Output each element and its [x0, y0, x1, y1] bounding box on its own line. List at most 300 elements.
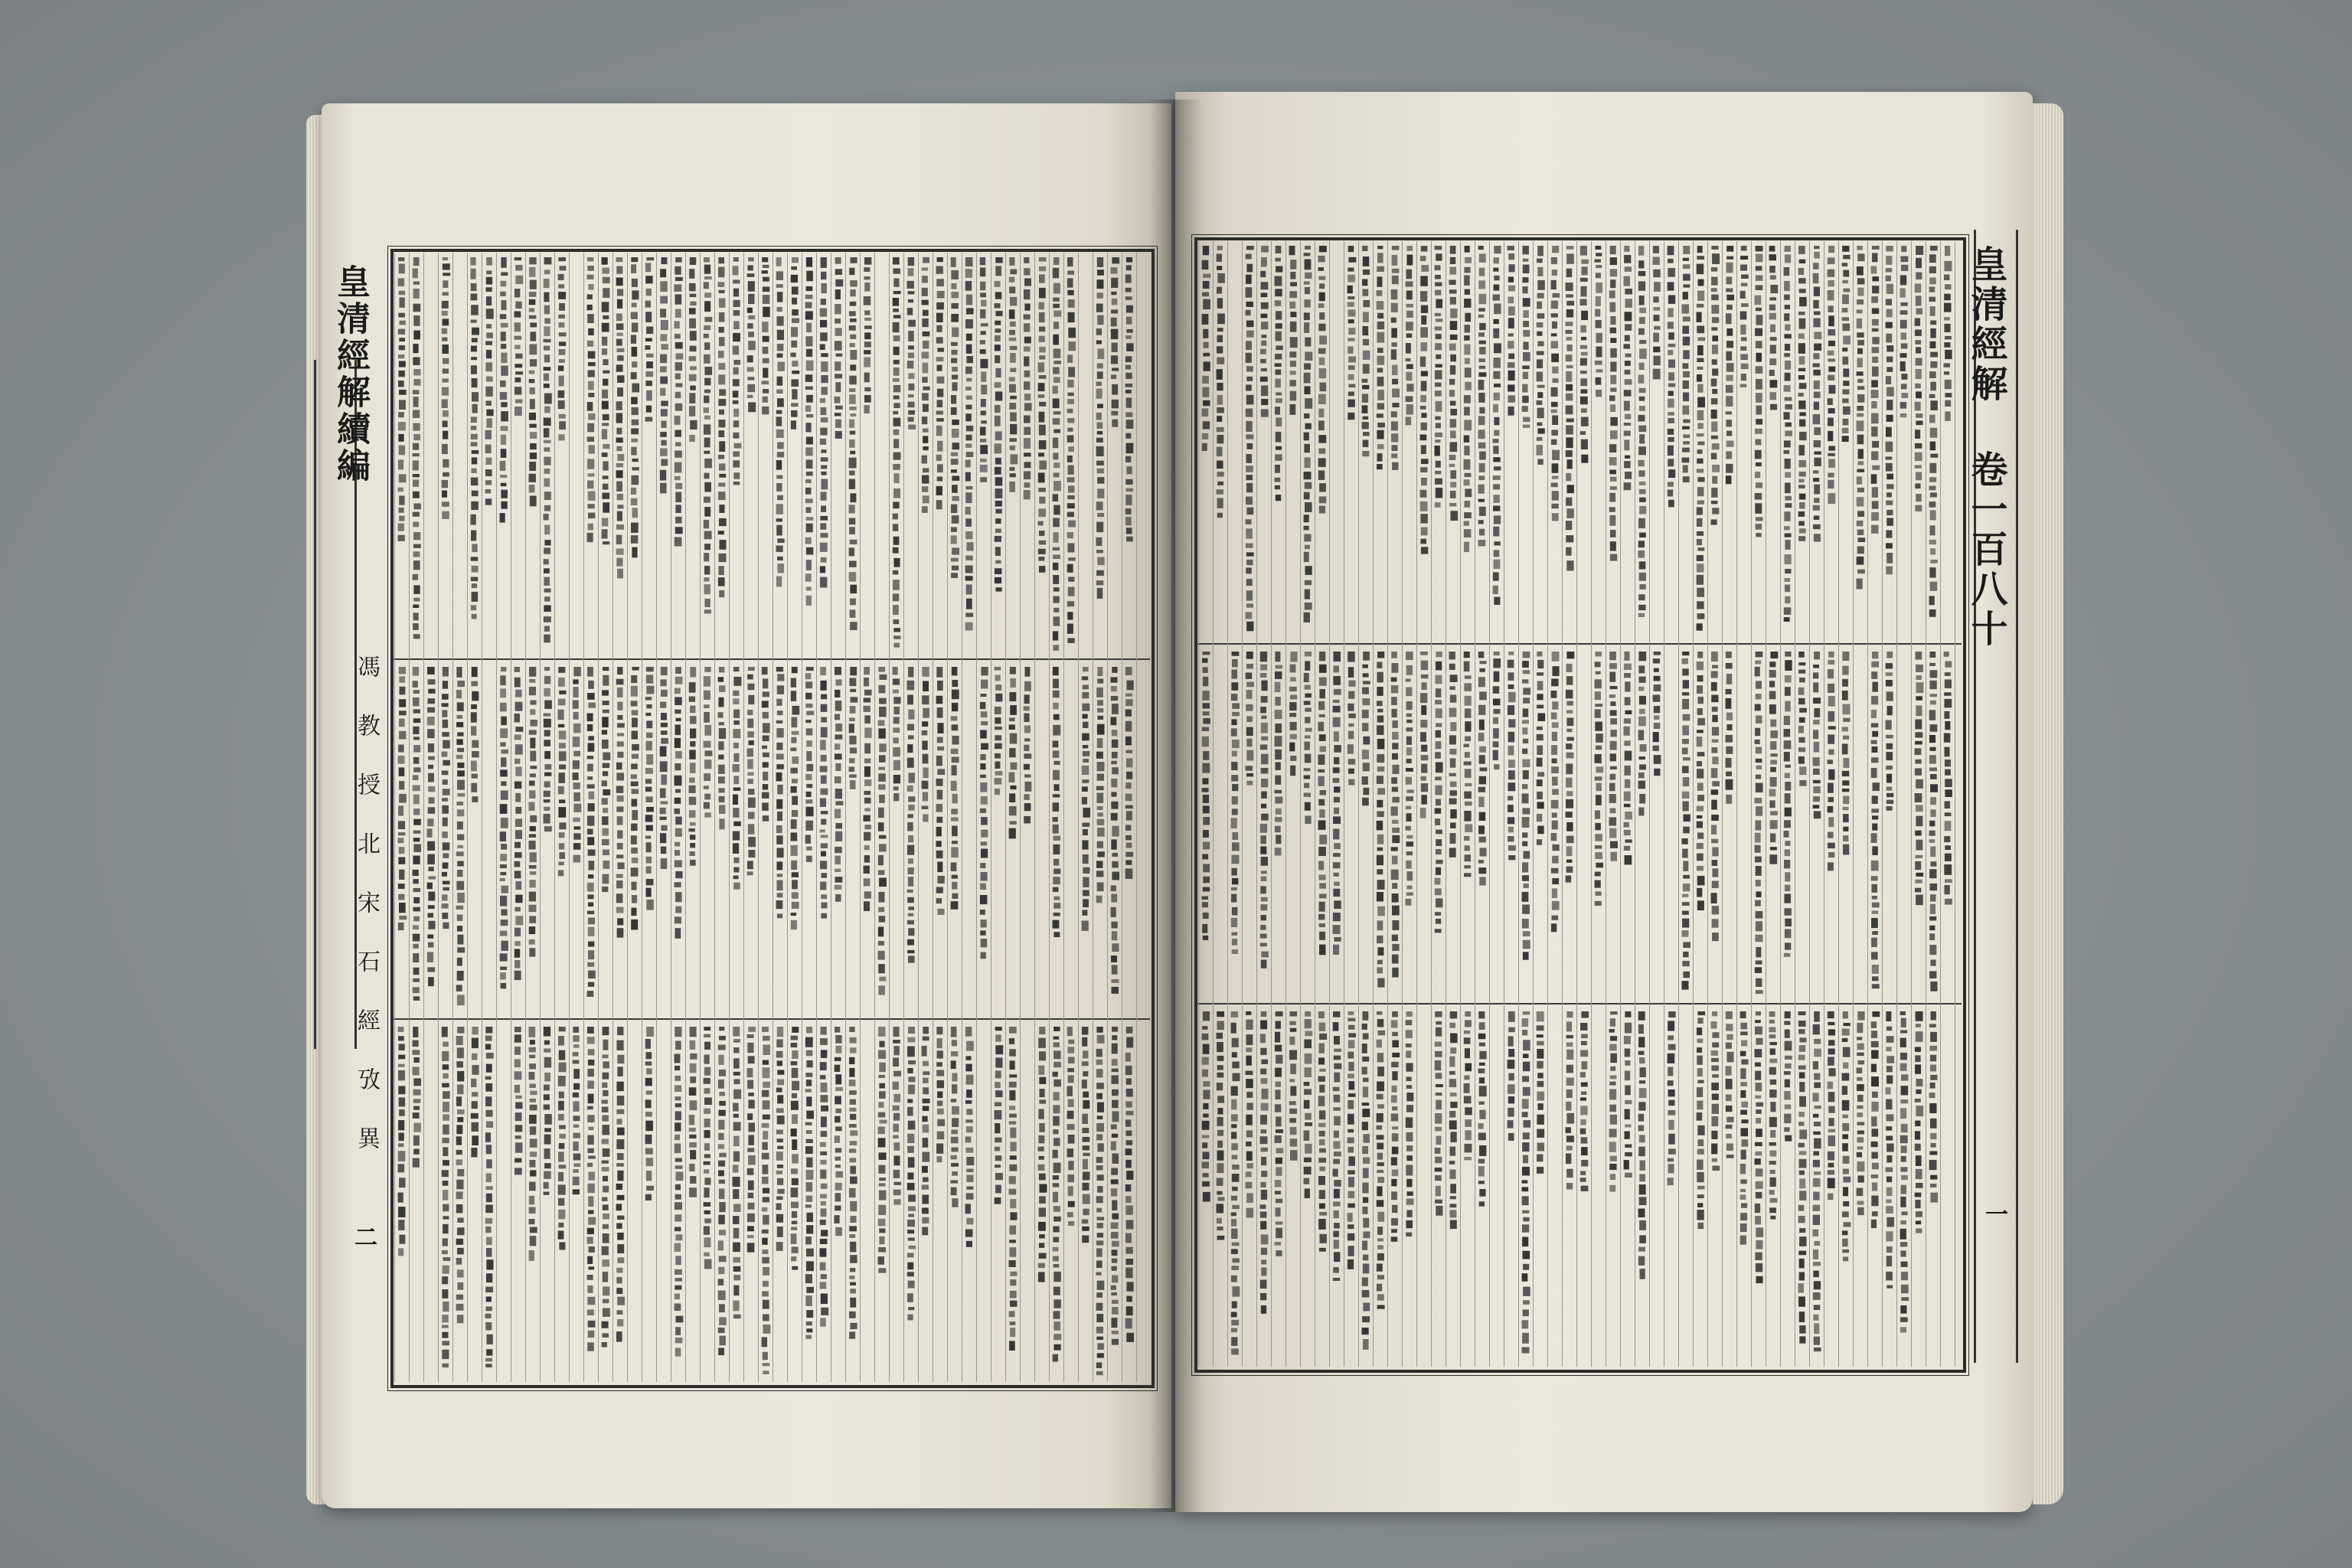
text-glyph — [704, 325, 710, 330]
text-glyph — [1260, 904, 1267, 910]
text-glyph — [995, 355, 1000, 363]
text-glyph — [399, 474, 407, 482]
text-glyph — [718, 399, 726, 406]
text-glyph — [661, 690, 668, 697]
text-glyph — [1112, 767, 1119, 774]
text-glyph — [1097, 762, 1105, 771]
text-glyph — [559, 1063, 567, 1073]
text-glyph — [544, 457, 550, 466]
text-glyph — [1290, 652, 1297, 662]
text-glyph — [1068, 312, 1075, 322]
text-glyph — [995, 467, 1001, 475]
text-glyph — [776, 764, 784, 769]
text-glyph — [1348, 691, 1354, 699]
text-glyph — [893, 547, 899, 554]
text-glyph — [762, 701, 769, 707]
text-glyph — [908, 291, 915, 294]
text-glyph — [617, 688, 623, 697]
text-glyph — [850, 343, 855, 347]
text-glyph — [1038, 394, 1045, 398]
text-glyph — [923, 495, 929, 503]
text-glyph — [645, 301, 651, 308]
text-glyph — [1232, 832, 1238, 840]
text-glyph — [486, 332, 493, 338]
text-glyph — [1217, 460, 1223, 469]
text-glyph — [1624, 344, 1631, 348]
text-glyph — [1318, 394, 1326, 404]
text-glyph — [1082, 766, 1089, 775]
text-glyph — [1305, 545, 1310, 550]
text-glyph — [1083, 1092, 1089, 1098]
text-glyph — [645, 263, 651, 272]
text-glyph — [1246, 409, 1253, 417]
text-glyph — [1246, 519, 1252, 524]
text-glyph — [995, 684, 1001, 691]
text-glyph — [835, 1183, 842, 1191]
text-glyph — [442, 894, 447, 900]
text-glyph — [776, 546, 783, 552]
text-glyph — [835, 743, 840, 750]
text-glyph — [1872, 308, 1879, 313]
text-glyph — [457, 995, 465, 1005]
text-glyph — [907, 939, 914, 946]
text-glyph — [763, 753, 769, 757]
text-glyph — [1319, 875, 1326, 880]
text-glyph — [645, 381, 652, 386]
text-glyph — [763, 347, 769, 354]
text-glyph — [1784, 617, 1790, 622]
text-glyph — [791, 1036, 798, 1040]
text-glyph — [1363, 737, 1370, 745]
text-glyph — [471, 1148, 477, 1157]
text-glyph — [792, 706, 799, 715]
text-glyph — [413, 282, 420, 285]
text-glyph — [1067, 1068, 1074, 1072]
text-glyph — [1436, 688, 1442, 697]
text-glyph — [923, 814, 928, 822]
text-glyph — [443, 358, 449, 364]
text-glyph — [995, 1110, 1002, 1119]
text-glyph — [1038, 508, 1046, 517]
text-glyph — [733, 764, 740, 772]
text-glyph — [558, 699, 566, 706]
text-glyph — [792, 298, 797, 305]
text-glyph — [1915, 318, 1920, 325]
text-glyph — [1683, 441, 1690, 444]
text-glyph — [645, 697, 652, 700]
text-glyph — [660, 449, 668, 456]
text-glyph — [1697, 555, 1704, 561]
text-glyph — [1566, 535, 1573, 542]
text-glyph — [1449, 289, 1457, 293]
text-glyph — [1377, 978, 1384, 988]
text-glyph — [733, 1079, 740, 1084]
text-glyph — [835, 374, 842, 378]
text-glyph — [1391, 870, 1399, 880]
text-glyph — [1929, 286, 1936, 292]
text-glyph — [603, 1040, 608, 1050]
text-glyph — [748, 1193, 754, 1198]
text-glyph — [398, 313, 405, 318]
text-glyph — [1111, 792, 1116, 796]
text-glyph — [1261, 915, 1266, 920]
text-glyph — [1111, 885, 1116, 891]
text-glyph — [646, 354, 654, 358]
text-glyph — [1580, 325, 1586, 333]
text-glyph — [805, 835, 811, 844]
text-glyph — [777, 710, 783, 715]
text-glyph — [413, 987, 420, 993]
text-glyph — [1217, 472, 1224, 476]
text-glyph — [1217, 298, 1223, 309]
text-glyph — [995, 281, 1001, 287]
text-glyph — [1039, 1077, 1046, 1084]
text-glyph — [965, 435, 972, 441]
text-glyph — [1769, 392, 1776, 400]
text-glyph — [850, 667, 857, 675]
text-glyph — [645, 417, 653, 422]
text-glyph — [908, 353, 914, 358]
text-glyph — [646, 1158, 653, 1166]
text-glyph — [1886, 256, 1892, 265]
text-glyph — [1842, 263, 1848, 266]
text-glyph — [1566, 365, 1573, 368]
text-glyph — [1682, 363, 1688, 368]
text-glyph — [472, 491, 479, 497]
text-glyph — [1436, 488, 1442, 498]
text-glyph — [733, 1189, 739, 1199]
text-glyph — [1318, 449, 1325, 454]
text-glyph — [530, 359, 537, 367]
text-glyph — [980, 477, 987, 482]
text-glyph — [864, 283, 870, 292]
text-glyph — [1203, 864, 1210, 872]
text-glyph — [472, 1092, 478, 1096]
text-glyph — [646, 733, 652, 738]
text-glyph — [835, 328, 842, 335]
text-glyph — [501, 272, 508, 276]
text-glyph — [1305, 717, 1310, 723]
text-glyph — [645, 787, 652, 792]
text-glyph — [1523, 372, 1528, 379]
text-glyph — [1406, 665, 1413, 675]
text-glyph — [908, 877, 913, 887]
text-glyph — [1203, 830, 1209, 838]
text-glyph — [776, 1088, 782, 1093]
text-glyph — [1082, 910, 1087, 915]
text-glyph — [529, 892, 536, 902]
text-glyph — [1319, 368, 1327, 378]
text-glyph — [398, 1086, 405, 1094]
text-glyph — [1639, 506, 1646, 514]
text-glyph — [1333, 853, 1341, 857]
text-glyph — [660, 334, 667, 341]
text-glyph — [937, 737, 943, 743]
text-glyph — [587, 756, 593, 759]
text-glyph — [1537, 400, 1543, 405]
text-glyph — [1668, 295, 1675, 303]
text-glyph — [442, 1083, 449, 1088]
text-glyph — [689, 356, 696, 361]
text-glyph — [1232, 659, 1238, 667]
text-glyph — [1784, 607, 1792, 615]
text-glyph — [1450, 321, 1458, 330]
text-glyph — [1785, 554, 1792, 564]
text-glyph — [617, 505, 623, 508]
text-glyph — [763, 1281, 769, 1287]
text-glyph — [1112, 1250, 1118, 1256]
text-glyph — [1609, 457, 1617, 466]
text-glyph — [472, 404, 477, 413]
text-glyph — [747, 772, 753, 776]
text-glyph — [1886, 334, 1892, 343]
text-glyph — [835, 763, 841, 771]
text-glyph — [879, 755, 886, 762]
text-glyph — [719, 312, 725, 322]
text-glyph — [1275, 354, 1282, 359]
text-glyph — [544, 428, 550, 437]
text-glyph — [457, 914, 463, 920]
text-glyph — [1915, 430, 1920, 439]
text-glyph — [733, 472, 740, 479]
text-glyph — [472, 1027, 478, 1034]
text-glyph — [1566, 418, 1574, 422]
text-glyph — [443, 1190, 448, 1200]
text-glyph — [893, 775, 900, 783]
text-glyph — [617, 1027, 623, 1035]
text-glyph — [733, 400, 739, 404]
text-glyph — [1112, 667, 1117, 673]
text-glyph — [413, 888, 420, 892]
text-glyph — [1009, 257, 1014, 266]
text-glyph — [1289, 291, 1297, 298]
text-glyph — [777, 452, 784, 457]
text-glyph — [1479, 268, 1485, 276]
text-glyph — [413, 634, 420, 639]
text-glyph — [1421, 764, 1427, 773]
text-glyph — [1097, 488, 1104, 498]
text-glyph — [821, 811, 828, 814]
text-glyph — [835, 289, 841, 299]
text-glyph — [1508, 395, 1515, 402]
text-glyph — [1711, 267, 1717, 272]
text-glyph — [1857, 511, 1864, 517]
text-glyph — [587, 459, 594, 469]
text-glyph — [908, 773, 914, 782]
text-glyph — [645, 1099, 652, 1108]
text-glyph — [1112, 1259, 1118, 1263]
text-glyph — [690, 1176, 696, 1184]
text-glyph — [646, 720, 652, 728]
text-glyph — [1054, 859, 1059, 866]
text-glyph — [1450, 511, 1458, 521]
text-glyph — [849, 717, 855, 721]
text-glyph — [645, 1121, 653, 1132]
text-glyph — [1406, 737, 1412, 745]
text-glyph — [485, 430, 492, 439]
text-glyph — [1096, 861, 1102, 867]
text-glyph — [660, 788, 666, 798]
text-glyph — [704, 1210, 710, 1214]
text-glyph — [1465, 368, 1472, 377]
text-glyph — [1624, 461, 1631, 468]
text-glyph — [1435, 700, 1442, 704]
text-glyph — [616, 1223, 622, 1229]
text-glyph — [1334, 731, 1339, 741]
text-glyph — [820, 861, 827, 869]
text-glyph — [893, 501, 900, 508]
text-glyph — [1010, 1321, 1016, 1325]
text-glyph — [1683, 246, 1690, 254]
text-glyph — [1038, 488, 1046, 492]
text-glyph — [763, 1044, 770, 1054]
text-glyph — [1436, 354, 1441, 359]
text-glyph — [1857, 579, 1863, 590]
text-glyph — [849, 1108, 856, 1112]
text-glyph — [806, 1287, 814, 1293]
text-glyph — [1246, 275, 1252, 284]
text-glyph — [413, 453, 420, 456]
text-glyph — [1260, 943, 1267, 947]
text-glyph — [1828, 305, 1833, 312]
text-glyph — [805, 573, 812, 582]
text-glyph — [398, 1193, 403, 1203]
text-glyph — [1537, 267, 1543, 276]
text-glyph — [1260, 744, 1267, 750]
text-glyph — [616, 679, 624, 685]
text-glyph — [1464, 407, 1470, 415]
text-glyph — [850, 280, 858, 286]
text-glyph — [1929, 540, 1936, 544]
text-glyph — [1304, 413, 1309, 419]
text-glyph — [1260, 349, 1266, 354]
text-glyph — [1038, 1038, 1046, 1048]
text-glyph — [1039, 402, 1046, 407]
text-glyph — [1682, 304, 1690, 313]
text-glyph — [704, 390, 710, 394]
text-glyph — [1421, 265, 1429, 272]
text-glyph — [937, 723, 943, 733]
text-glyph — [1082, 921, 1089, 931]
text-glyph — [820, 543, 828, 552]
text-glyph — [965, 1148, 973, 1153]
text-glyph — [1478, 485, 1485, 494]
text-glyph — [937, 365, 942, 371]
text-glyph — [733, 720, 740, 725]
text-glyph — [1232, 712, 1240, 716]
text-glyph — [1842, 324, 1850, 332]
text-glyph — [1053, 1237, 1059, 1243]
text-glyph — [1261, 314, 1268, 318]
text-glyph — [486, 1349, 492, 1355]
text-glyph — [1857, 435, 1864, 445]
text-glyph — [1857, 413, 1864, 417]
text-glyph — [704, 773, 710, 781]
text-glyph — [792, 880, 798, 889]
text-glyph — [399, 699, 406, 707]
text-glyph — [486, 324, 492, 328]
text-glyph — [1232, 796, 1238, 805]
text-glyph — [398, 894, 404, 900]
text-glyph — [1054, 430, 1060, 433]
text-glyph — [1478, 540, 1486, 546]
text-glyph — [602, 429, 607, 439]
text-glyph — [908, 1194, 916, 1201]
text-glyph — [1260, 824, 1267, 833]
text-glyph — [719, 1317, 727, 1325]
text-glyph — [1377, 848, 1383, 851]
text-glyph — [427, 698, 435, 704]
text-glyph — [544, 626, 550, 632]
text-glyph — [879, 795, 885, 803]
text-glyph — [1126, 317, 1132, 325]
text-glyph — [704, 712, 710, 723]
text-glyph — [1683, 465, 1688, 472]
text-glyph — [646, 900, 653, 910]
text-glyph — [456, 1036, 463, 1045]
text-glyph — [1334, 689, 1341, 695]
text-glyph — [573, 712, 579, 720]
text-glyph — [1009, 482, 1015, 492]
text-glyph — [718, 754, 724, 759]
text-glyph — [588, 1321, 596, 1328]
text-glyph — [1010, 667, 1016, 675]
text-glyph — [864, 310, 870, 315]
text-glyph — [1479, 366, 1485, 369]
text-glyph — [704, 691, 710, 700]
text-glyph — [1318, 861, 1324, 870]
text-glyph — [965, 492, 972, 503]
text-glyph — [835, 1096, 841, 1105]
text-glyph — [1024, 803, 1031, 811]
text-glyph — [923, 468, 929, 472]
text-glyph — [1450, 257, 1455, 264]
text-glyph — [1053, 631, 1058, 640]
text-glyph — [587, 1228, 594, 1234]
text-glyph — [457, 1047, 464, 1058]
text-glyph — [1756, 285, 1763, 290]
text-glyph — [515, 690, 521, 697]
text-glyph — [718, 482, 725, 486]
text-glyph — [1319, 893, 1326, 898]
text-glyph — [763, 1131, 768, 1139]
text-glyph — [1053, 794, 1060, 797]
text-glyph — [413, 551, 420, 557]
text-glyph — [777, 1116, 785, 1125]
text-glyph — [849, 471, 855, 475]
text-glyph — [878, 1126, 885, 1134]
text-glyph — [398, 857, 405, 864]
text-glyph — [1217, 416, 1222, 422]
text-glyph — [951, 1060, 956, 1069]
text-glyph — [1096, 793, 1103, 803]
text-glyph — [821, 704, 828, 712]
text-glyph — [1097, 1343, 1103, 1349]
text-glyph — [966, 1126, 973, 1132]
text-glyph — [1741, 283, 1747, 286]
text-glyph — [1009, 724, 1015, 730]
text-glyph — [1392, 797, 1399, 802]
text-glyph — [835, 361, 841, 371]
text-glyph — [1929, 415, 1936, 423]
text-glyph — [514, 1168, 522, 1174]
text-glyph — [748, 294, 754, 304]
text-glyph — [1930, 400, 1937, 410]
text-glyph — [864, 901, 870, 911]
text-glyph — [777, 1178, 783, 1185]
text-glyph — [1096, 1093, 1102, 1099]
text-glyph — [1755, 296, 1762, 305]
